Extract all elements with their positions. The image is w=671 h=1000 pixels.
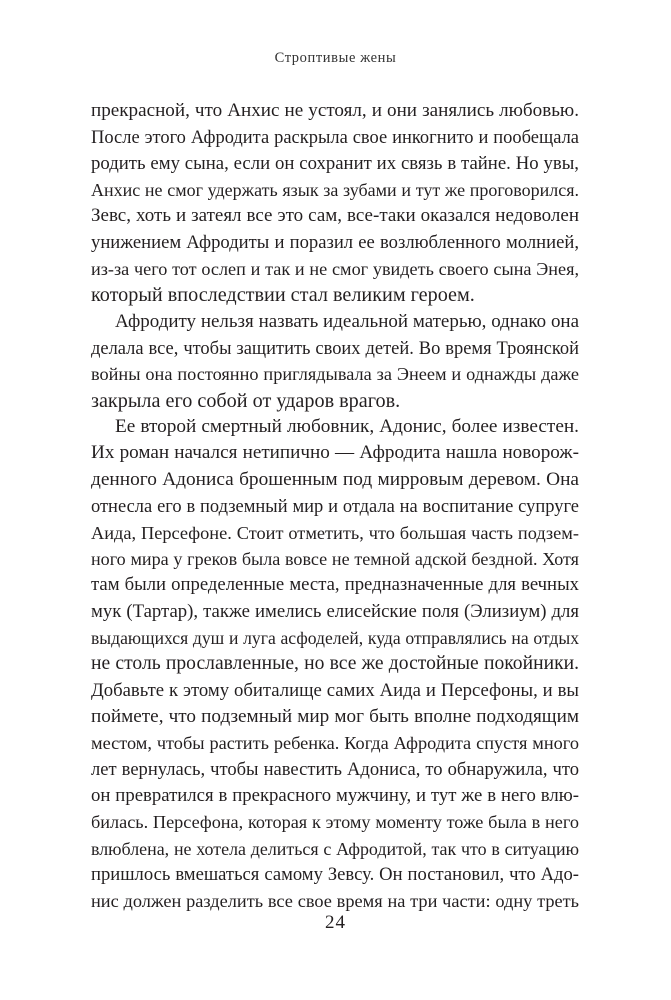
text-line: мук (Тартар), также имелись елисейские поля (Элизиум) для — [91, 600, 579, 622]
text-line: влюблена, не хотела делиться с Афродитой, так что в ситуацию — [91, 838, 579, 859]
text-line: билась. Персефона, которая к этому моменту тоже была в него — [91, 812, 579, 833]
text-line: ного мира у греков была вовсе не темной адской бездной. Хотя — [91, 548, 579, 569]
text-line: Добавьте к этому обиталище самих Аида и Персефоны, и вы — [91, 679, 579, 701]
text-line: прекрасной, что Анхис не устоял, и они занялись любовью. — [91, 100, 579, 121]
text-line: После этого Афродита раскрыла свое инкогнито и пообещала — [91, 127, 579, 148]
page-number: 24 — [325, 912, 346, 933]
text-line: лет вернулась, чтобы навестить Адониса, то обнаружила, что — [91, 758, 579, 780]
text-line: войны она постоянно приглядывала за Энеем и однажды даже — [91, 364, 579, 385]
text-line: Ее второй смертный любовник, Адонис, более известен. — [115, 416, 579, 438]
text-line: родить ему сына, если он сохранит их связь в тайне. Но увы, — [91, 152, 579, 174]
text-line: не столь прославленные, но все же достойные покойники. — [91, 653, 579, 675]
text-line: местом, чтобы растить ребенка. Когда Афродита спустя много — [91, 733, 579, 754]
text-line: делала все, чтобы защитить своих детей. Во время Троянской — [91, 338, 579, 359]
text-line: он превратился в прекрасного мужчину, и тут же в него влю- — [91, 784, 579, 806]
text-line: из-за чего тот ослеп и так и не смог увидеть своего сына Энея, — [91, 259, 579, 280]
text-line: пришлось вмешаться самому Зевсу. Он постановил, что Адо- — [91, 863, 579, 885]
text-line: унижением Афродиты и поразил ее возлюбленного молнией, — [91, 231, 579, 253]
text-line: там были определенные места, предназначенные для вечных — [91, 574, 579, 596]
body-text — [91, 98, 579, 915]
text-line: Зевс, хоть и затеял все это сам, все-таки оказался недоволен — [91, 205, 579, 227]
text-line: денного Адониса брошенным под мирровым деревом. Она — [91, 468, 579, 490]
text-line: выдающихся душ и луга асфоделей, куда отправлялись на отдых — [91, 627, 579, 648]
text-line: Афродиту нельзя назвать идеальной матерью, однако она — [115, 310, 579, 332]
text-line: закрыла его собой от ударов врагов. — [91, 389, 401, 412]
text-line: нис должен разделить все свое время на три части: одну треть — [91, 891, 579, 912]
text-line: Их роман начался нетипично — Афродита нашла новорож- — [91, 442, 579, 464]
text-line: отнесла его в подземный мир и отдала на воспитание супруге — [91, 496, 579, 517]
text-line: Аида, Персефоне. Стоит отметить, что большая часть подзем- — [91, 522, 579, 543]
text-line: который впоследствии стал великим героем. — [91, 284, 475, 307]
running-head: Строптивые жены — [274, 50, 397, 66]
text-line: Анхис не смог удержать язык за зубами и тут же проговорился. — [91, 180, 579, 201]
text-line: поймете, что подземный мир мог быть вполне подходящим — [91, 705, 579, 727]
